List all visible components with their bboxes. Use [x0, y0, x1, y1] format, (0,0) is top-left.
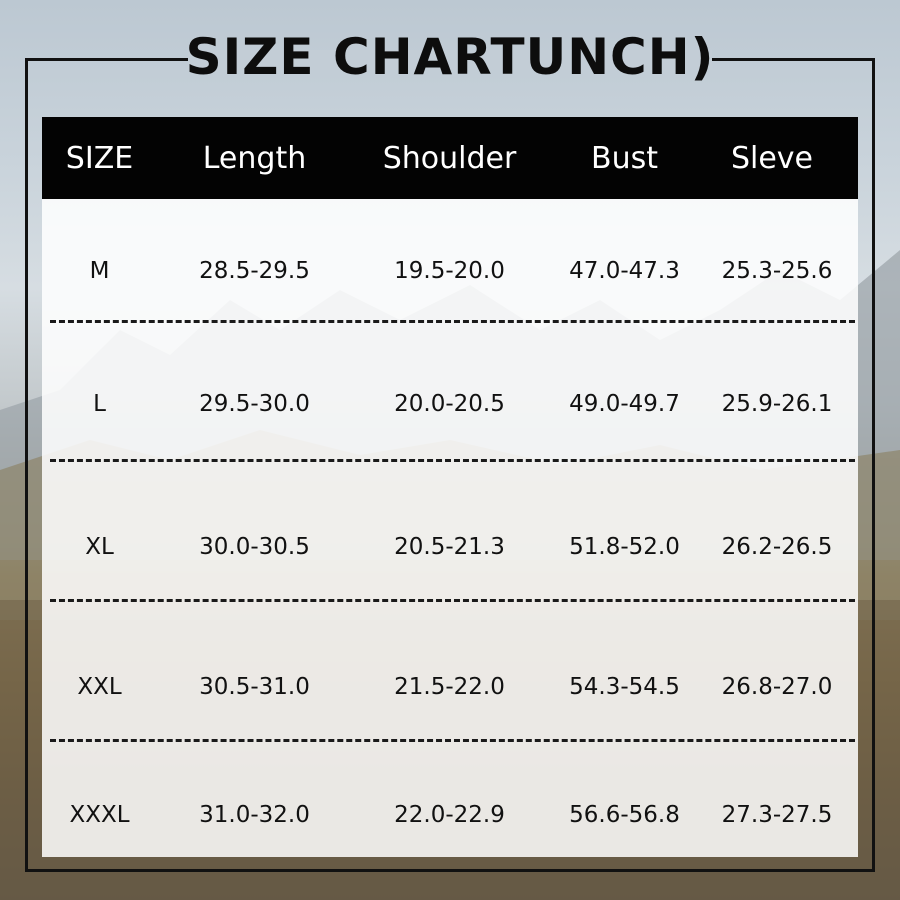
- cell-bust: 54.3-54.5: [569, 674, 680, 700]
- cell-sleve: 26.2-26.5: [721, 534, 833, 560]
- cell-sleve: 25.3-25.6: [721, 258, 833, 284]
- row-divider: [50, 599, 855, 602]
- header-shoulder: Shoulder: [382, 140, 517, 176]
- cell-bust: 49.0-49.7: [569, 391, 680, 417]
- page-title: SIZE CHARTUNCH): [185, 28, 715, 86]
- table-row: [42, 794, 858, 836]
- cell-shoulder: 19.5-20.0: [394, 258, 505, 284]
- cell-size: M: [89, 258, 110, 284]
- cell-shoulder: 20.0-20.5: [394, 391, 505, 417]
- row-divider: [50, 739, 855, 742]
- cell-length: 28.5-29.5: [199, 258, 310, 284]
- title-area: [185, 22, 715, 92]
- cell-shoulder: 20.5-21.3: [394, 534, 505, 560]
- table-row: [42, 383, 858, 425]
- cell-bust: 51.8-52.0: [569, 534, 680, 560]
- cell-sleve: 27.3-27.5: [721, 802, 833, 828]
- table-row: [42, 526, 858, 568]
- cell-bust: 56.6-56.8: [569, 802, 680, 828]
- cell-size: XXXL: [69, 802, 130, 828]
- cell-length: 31.0-32.0: [199, 802, 310, 828]
- cell-sleve: 26.8-27.0: [721, 674, 833, 700]
- cell-length: 30.5-31.0: [199, 674, 310, 700]
- table-header: [42, 117, 858, 199]
- cell-length: 29.5-30.0: [199, 391, 310, 417]
- cell-sleve: 25.9-26.1: [721, 391, 833, 417]
- row-divider: [50, 459, 855, 462]
- cell-bust: 47.0-47.3: [569, 258, 680, 284]
- cell-length: 30.0-30.5: [199, 534, 310, 560]
- header-size: SIZE: [65, 140, 134, 176]
- header-sleve: Sleve: [730, 140, 814, 176]
- cell-size: XL: [85, 534, 114, 560]
- table-row: [42, 666, 858, 708]
- table-panel: [42, 117, 858, 857]
- row-divider: [50, 320, 855, 323]
- header-bust: Bust: [591, 140, 658, 176]
- cell-size: L: [93, 391, 106, 417]
- cell-shoulder: 22.0-22.9: [394, 802, 505, 828]
- table-row: [42, 250, 858, 292]
- cell-size: XXL: [77, 674, 122, 700]
- header-length: Length: [202, 140, 307, 176]
- cell-shoulder: 21.5-22.0: [394, 674, 505, 700]
